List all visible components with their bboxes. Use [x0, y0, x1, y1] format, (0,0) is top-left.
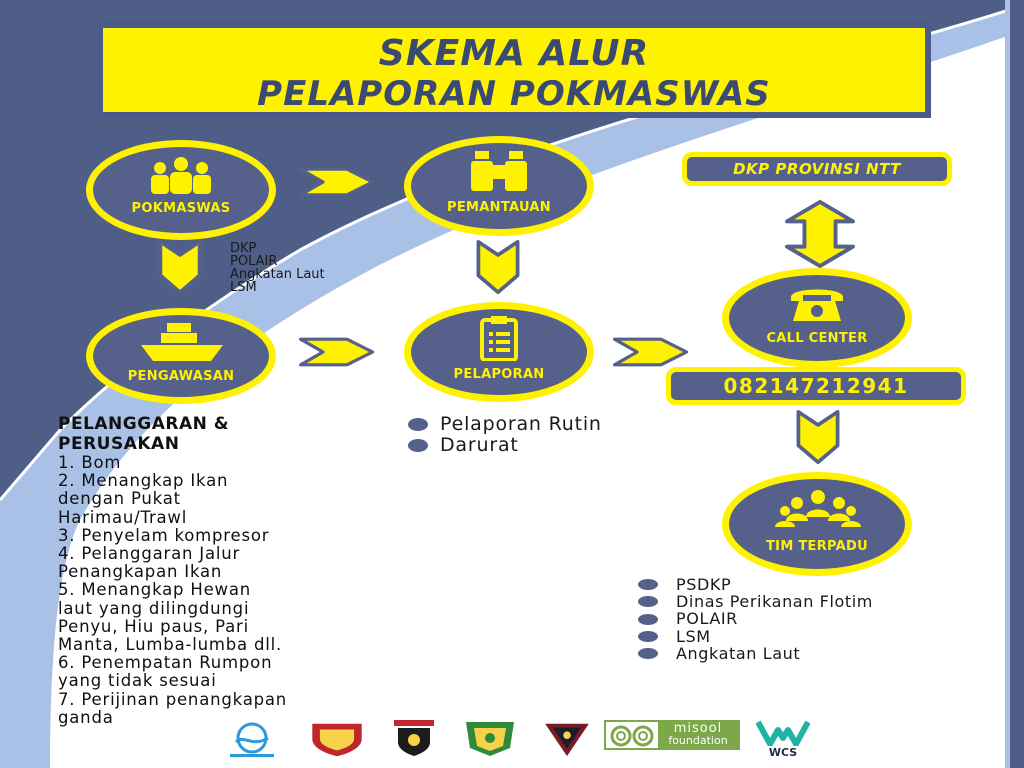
clipboard-icon — [479, 315, 519, 361]
pelaporan-type-item — [408, 414, 602, 435]
telephone-icon — [787, 283, 847, 323]
node-pemantauan — [404, 136, 594, 236]
misool-text-block — [658, 722, 738, 748]
arrow-down-3-icon — [794, 410, 842, 466]
violation-line: Harimau/Trawl — [58, 507, 188, 527]
team-icon — [773, 489, 863, 529]
violation-line: Penangkapan Ikan — [58, 562, 223, 582]
pokmaswas-partners-list — [230, 242, 325, 294]
node-pelaporan-label: PELAPORAN — [453, 367, 545, 382]
bullet-dot-icon — [638, 614, 658, 625]
wcs-logo — [756, 720, 810, 760]
tim-member-item — [638, 576, 873, 593]
bullet-dot-icon — [638, 579, 658, 590]
pelaporan-type-label: Pelaporan Rutin — [440, 413, 602, 435]
tim-member-item — [638, 610, 873, 627]
misool-foundation: foundation — [668, 734, 728, 747]
arrow-down-1-icon — [156, 240, 204, 296]
violation-line: 2. Menangkap Ikan — [58, 471, 229, 491]
node-call-center-label: CALL CENTER — [766, 331, 868, 346]
title-line1: SKEMA ALUR — [378, 33, 650, 74]
violations-heading-line1: PELANGGARAN & — [58, 414, 230, 434]
violation-line: dengan Pukat — [58, 489, 181, 509]
violation-line: 3. Penyelam kompresor — [58, 525, 270, 545]
partner-item: POLAIR — [230, 254, 278, 269]
pelaporan-types-list — [408, 414, 602, 456]
misool-spiral-icon — [608, 723, 658, 749]
node-pelaporan — [404, 302, 594, 402]
phone-number-box — [666, 367, 966, 405]
bullet-dot-icon — [638, 596, 658, 607]
violations-heading-line2: PERUSAKAN — [58, 434, 180, 454]
tim-member-item — [638, 593, 873, 610]
binoculars-icon — [469, 149, 529, 193]
dkp-provinsi-label: DKP PROVINSI NTT — [733, 160, 901, 178]
node-pokmaswas-label: POKMASWAS — [131, 201, 231, 216]
node-tim-terpadu — [722, 472, 912, 576]
violation-line: laut yang dilingdungi — [58, 598, 250, 618]
node-call-center — [722, 268, 912, 368]
partner-item: DKP — [230, 241, 257, 256]
tim-member-label: LSM — [676, 626, 711, 646]
tim-member-item — [638, 628, 873, 645]
partner-item: Angkatan Laut — [230, 267, 325, 282]
partner-item: LSM — [230, 280, 257, 295]
polri-logo-icon — [392, 718, 436, 758]
node-pengawasan-label: PENGAWASAN — [127, 369, 235, 384]
bullet-dot-icon — [638, 631, 658, 642]
group-people-icon — [141, 155, 221, 195]
arrow-right-2-icon — [290, 336, 388, 368]
pelaporan-type-item — [408, 435, 602, 456]
logos-footer — [0, 714, 1024, 764]
violation-line: 6. Penempatan Rumpon — [58, 653, 273, 673]
arrow-right-3-icon — [604, 336, 702, 368]
misool-name: misool — [673, 721, 723, 736]
tim-member-label: Angkatan Laut — [676, 643, 801, 663]
violation-line: 1. Bom — [58, 453, 122, 472]
tim-member-label: PSDKP — [676, 575, 732, 594]
tim-members-list — [638, 576, 873, 662]
violation-line: 4. Pelanggaran Jalur — [58, 544, 241, 564]
wcs-text: WCS — [768, 746, 798, 759]
arrow-right-1-icon — [290, 166, 388, 198]
regional-shield-logo-icon — [308, 720, 366, 758]
tim-member-label: POLAIR — [676, 609, 738, 629]
violation-line: Penyu, Hiu paus, Pari — [58, 616, 249, 636]
violation-line: 5. Menangkap Hewan — [58, 580, 251, 600]
violation-line: ganda — [58, 707, 114, 727]
dkp-provinsi-box — [682, 152, 952, 186]
tim-member-item — [638, 645, 873, 662]
wcs-w-icon — [756, 720, 810, 746]
bullet-dot-icon — [408, 418, 428, 431]
title-banner — [97, 22, 931, 118]
navy-logo-icon — [542, 720, 592, 758]
ship-icon — [137, 319, 227, 365]
violation-line: 7. Perijinan penangkapan — [58, 689, 288, 709]
double-arrow-vertical-icon — [780, 200, 860, 268]
flotim-logo-icon — [460, 718, 520, 758]
node-pokmaswas — [86, 140, 276, 240]
misool-foundation-logo — [604, 720, 740, 750]
dkp-wave-logo-icon — [222, 720, 282, 760]
node-tim-terpadu-label: TIM TERPADU — [766, 539, 868, 554]
title-line2: PELAPORAN POKMASWAS — [257, 74, 771, 114]
node-pengawasan — [86, 308, 276, 404]
arrow-down-2-icon — [474, 240, 522, 296]
node-pemantauan-label: PEMANTAUAN — [447, 200, 551, 215]
tim-member-label: Dinas Perikanan Flotim — [676, 592, 873, 612]
bullet-dot-icon — [638, 648, 658, 659]
bullet-dot-icon — [408, 439, 428, 452]
violation-line: Manta, Lumba-lumba dll. — [58, 635, 283, 655]
violation-line: yang tidak sesuai — [58, 671, 217, 691]
pelaporan-type-label: Darurat — [440, 434, 519, 456]
violations-list — [58, 414, 418, 727]
phone-number: 082147212941 — [723, 374, 909, 398]
